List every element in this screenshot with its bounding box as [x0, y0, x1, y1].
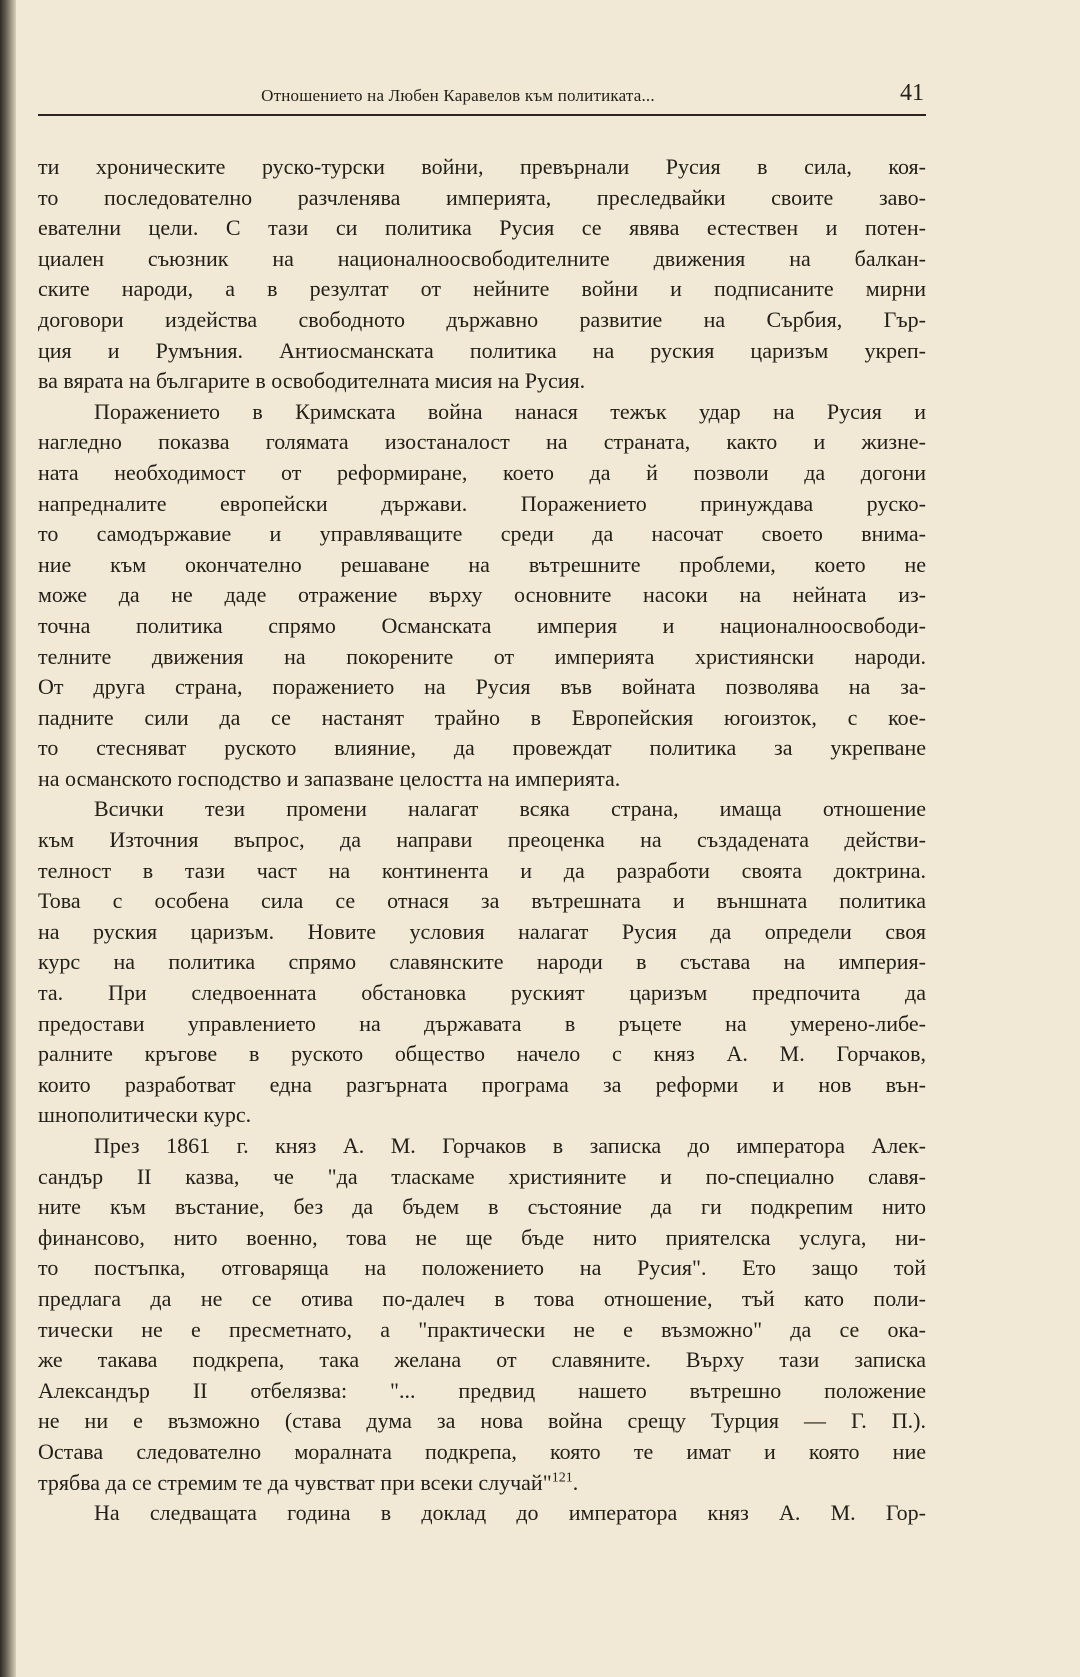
text-line: предостави управлението на държавата в ръцете на умерено-либе- [38, 1010, 926, 1036]
text-line: Това с особена сила се отнася за вътрешната и външната политика [38, 888, 926, 914]
text-line: На следващата година в доклад до императора княз А. М. Гор- [94, 1500, 926, 1526]
text-line: предлага да не се отива по-далеч в това отношение, тъй като поли- [38, 1285, 926, 1311]
text-line: тически не е пресметнато, а "практически не е възможно" да се ока- [38, 1316, 926, 1342]
book-gutter-shadow [0, 0, 16, 1677]
text-line: Поражението в Кримската война нанася тежък удар на Русия и [94, 398, 926, 424]
text-line: ция и Румъния. Антиосманската политика на руския царизъм укреп- [38, 337, 926, 363]
paragraph [38, 794, 926, 1131]
footnote-reference: 121 [551, 1470, 573, 1486]
text-line: които разработват една разгърната програма за реформи и нов вън- [38, 1071, 926, 1097]
text-line: же такава подкрепа, така желана от славяните. Върху тази записка [38, 1347, 926, 1373]
text-line: на османското господство и запазване целостта на империята. [38, 765, 621, 791]
text-line: ти хроническите руско-турски войни, превърнали Русия в сила, коя- [38, 154, 926, 179]
running-header [38, 80, 926, 116]
text-line: ските народи, а в резултат от нейните войни и подписаните мирни [38, 276, 926, 302]
text-line: та. При следвоенната обстановка руският царизъм предпочита да [38, 980, 926, 1006]
text-line: то стесняват руското влияние, да провеждат политика за укрепване [38, 735, 926, 761]
text-line-content: трябва да се стремим те да чувстват при всеки случай" [38, 1469, 552, 1495]
text-line: ралните кръгове в руското общество начело с княз А. М. Горчаков, [38, 1041, 926, 1067]
text-line: то постъпка, отговаряща на положението на Русия". Ето защо той [38, 1255, 926, 1281]
paragraph [38, 1131, 926, 1498]
text-line: точна политика спрямо Османската империя и националноосвободи- [38, 612, 926, 638]
text-line: към Източния въпрос, да направи преоценка на създадената действи- [38, 827, 926, 853]
text-line: Всички тези промени налагат всяка страна, имаща отношение [94, 796, 926, 822]
text-line: то последователно разчленява империята, преследвайки своите заво- [38, 184, 926, 210]
text-line: не ни е възможно (става дума за нова война срещу Турция — Г. П.). [38, 1408, 926, 1434]
text-line: договори издейства свободното държавно развитие на Сърбия, Гър- [38, 306, 926, 332]
text-line: ната необходимост от реформиране, което да й позволи да догони [38, 459, 926, 485]
text-line: От друга страна, поражението на Русия във войната позволява на за- [38, 674, 926, 700]
text-line: Остава следователно моралната подкрепа, която те имат и която ние [38, 1438, 926, 1464]
text-line: евателни цели. С тази си политика Русия се явява естествен и потен- [38, 215, 926, 241]
text-line: ва вярата на българите в освободителната мисия на Русия. [38, 368, 586, 394]
text-line: циален съюзник на националноосвободителните движения на балкан- [38, 245, 926, 271]
sentence-end: . [572, 1469, 579, 1495]
text-line: телност в тази част на континента и да разработи своята доктрина. [38, 857, 926, 883]
text-line: напредналите европейски държави. Поражението принуждава руско- [38, 490, 926, 516]
body-text [38, 152, 926, 1529]
text-line-with-footnote [38, 1468, 926, 1499]
text-line: падните сили да се настанят трайно в Европейския югоизток, с кое- [38, 704, 926, 730]
text-line: курс на политика спрямо славянските народи в състава на империя- [38, 949, 926, 975]
text-line: може да не даде отражение върху основните насоки на нейната из- [38, 582, 926, 608]
text-line: на руския царизъм. Новите условия налагат Русия да определи своя [38, 918, 926, 944]
paragraph [38, 1498, 926, 1529]
text-line: нагледно показва голямата изостаналост на страната, както и жизне- [38, 429, 926, 455]
text-line: телните движения на покорените от империята християнски народи. [38, 643, 926, 669]
text-line: Александър II отбелязва: "... предвид нашето вътрешно положение [38, 1377, 926, 1403]
text-line: ние към окончателно решаване на вътрешните проблеми, което не [38, 551, 926, 577]
paragraph [38, 397, 926, 795]
text-line: шнополитически курс. [38, 1102, 252, 1128]
text-line: През 1861 г. княз А. М. Горчаков в записка до императора Алек- [94, 1133, 926, 1158]
running-title: Отношението на Любен Каравелов към политиката... [261, 86, 655, 105]
page-number: 41 [900, 80, 924, 106]
paragraph [38, 152, 926, 397]
text-line: ните към въстание, без да бъдем в състояние да ги подкрепим нито [38, 1194, 926, 1220]
text-line: финансово, нито военно, това не ще бъде нито приятелска услуга, ни- [38, 1224, 926, 1250]
text-line: сандър II казва, че "да тласкаме християните и по-специално славя- [38, 1163, 926, 1189]
text-line: то самодържавие и управляващите среди да насочат своето внима- [38, 521, 926, 547]
